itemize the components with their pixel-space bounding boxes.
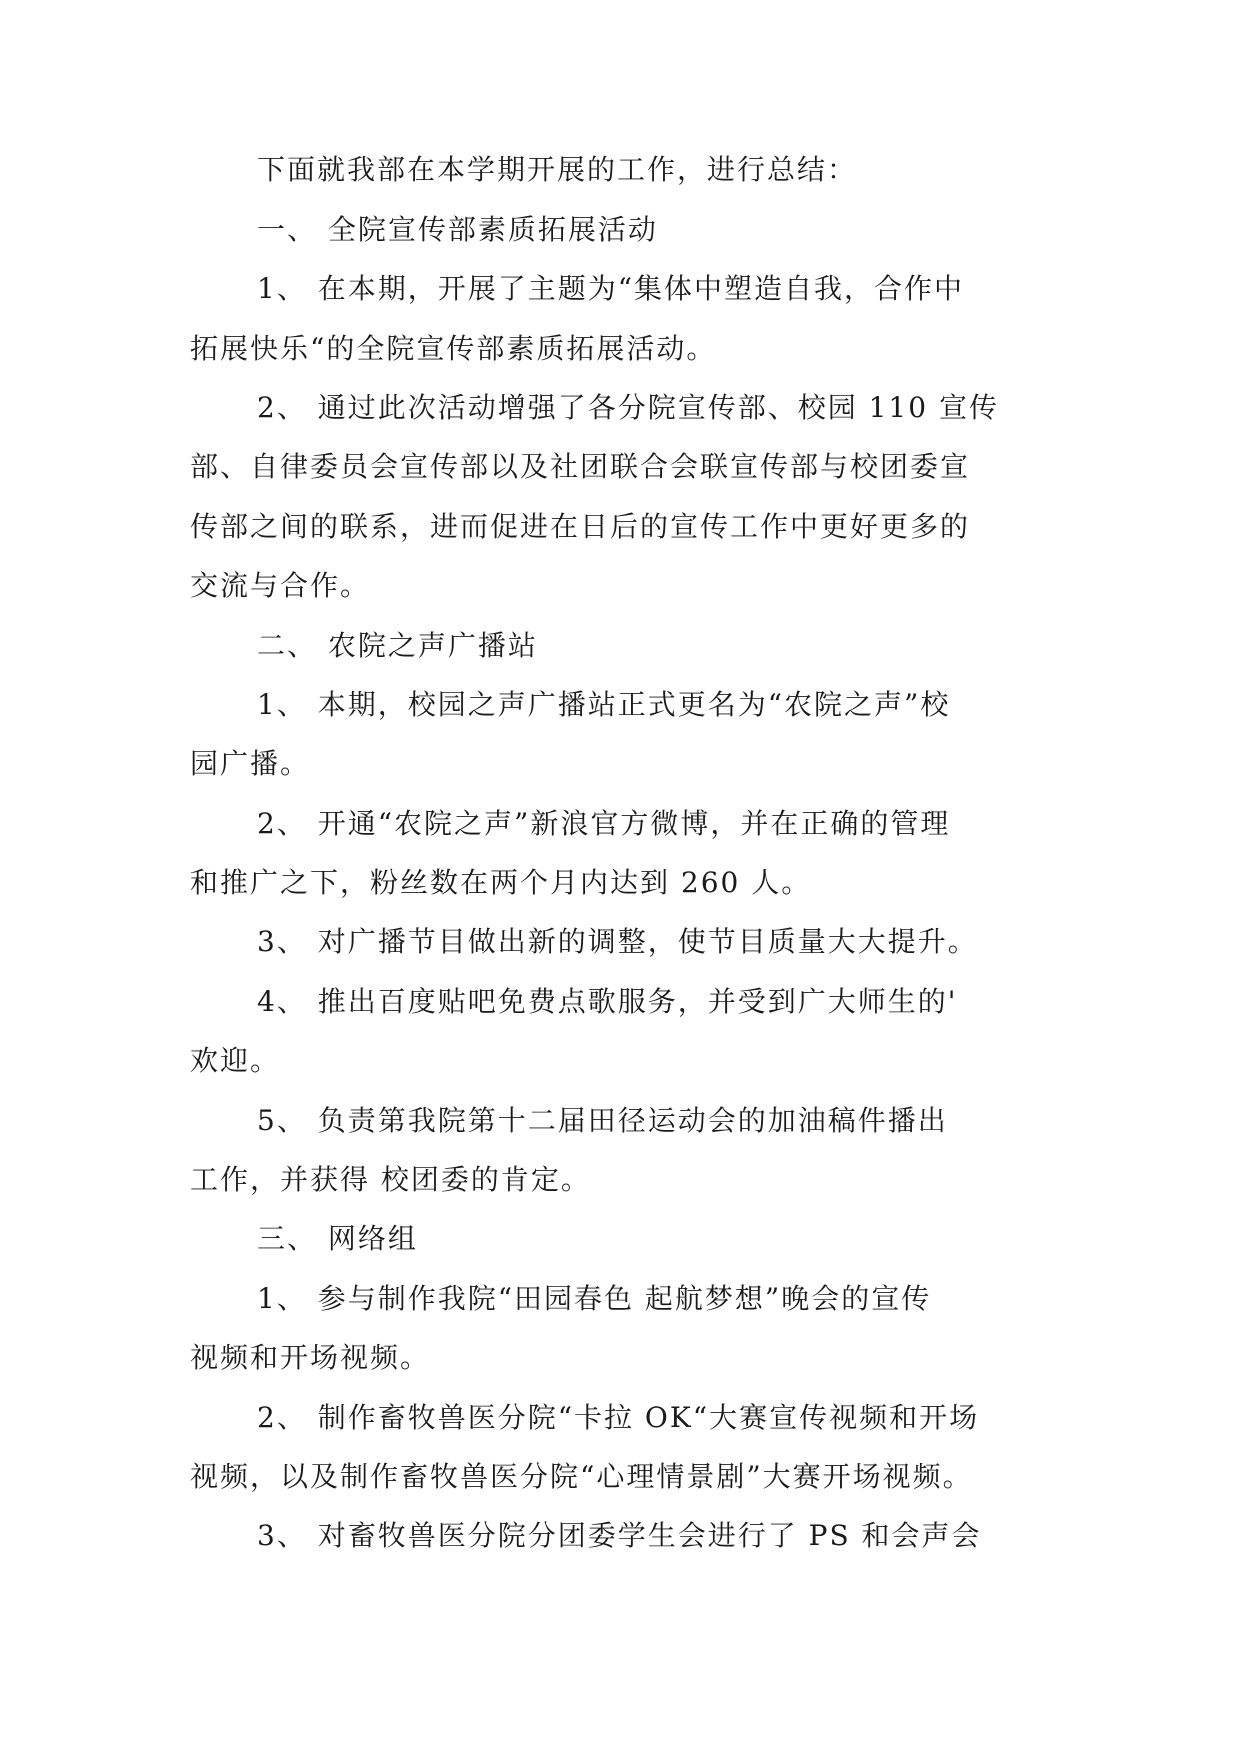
paragraph-line: 交流与合作。 <box>190 569 371 602</box>
paragraph-line: 2、 通过此次活动增强了各分院宣传部、校园 110 宣传 <box>257 391 999 424</box>
paragraph-line: 传部之间的联系，进而促进在日后的宣传工作中更好更多的 <box>190 510 971 543</box>
section-heading-2: 二、 农院之声广播站 <box>257 629 538 662</box>
paragraph-line: 拓展快乐“的全院宣传部素质拓展活动。 <box>190 332 717 365</box>
section-heading-1: 一、 全院宣传部素质拓展活动 <box>257 213 658 246</box>
paragraph-line: 欢迎。 <box>190 1044 281 1077</box>
paragraph-line: 视频和开场视频。 <box>190 1341 431 1374</box>
paragraph-line: 4、 推出百度贴吧免费点歌服务，并受到广大师生的' <box>257 985 958 1018</box>
paragraph-line: 园广播。 <box>190 747 311 780</box>
paragraph-line: 5、 负责第我院第十二届田径运动会的加油稿件播出 <box>257 1104 948 1137</box>
paragraph-line: 部、自律委员会宣传部以及社团联合会联宣传部与校团委宣 <box>190 450 971 483</box>
paragraph-line: 3、 对畜牧兽医分院分团委学生会进行了 PS 和会声会 <box>257 1519 982 1552</box>
paragraph-line: 1、 在本期，开展了主题为“集体中塑造自我，合作中 <box>257 272 965 305</box>
paragraph-line: 3、 对广播节目做出新的调整，使节目质量大大提升。 <box>257 925 978 958</box>
intro-line: 下面就我部在本学期开展的工作，进行总结： <box>257 153 858 186</box>
paragraph-line: 视频，以及制作畜牧兽医分院“心理情景剧”大赛开场视频。 <box>190 1460 973 1493</box>
paragraph-line: 1、 本期，校园之声广播站正式更名为“农院之声”校 <box>257 688 951 721</box>
paragraph-line: 工作，并获得 校团委的肯定。 <box>190 1163 591 1196</box>
section-heading-3: 三、 网络组 <box>257 1222 418 1255</box>
paragraph-line: 1、 参与制作我院“田园春色 起航梦想”晚会的宣传 <box>257 1282 932 1315</box>
paragraph-line: 2、 制作畜牧兽医分院“卡拉 OK“大赛宣传视频和开场 <box>257 1401 980 1434</box>
paragraph-line: 2、 开通“农院之声”新浪官方微博，并在正确的管理 <box>257 807 951 840</box>
paragraph-line: 和推广之下，粉丝数在两个月内达到 260 人。 <box>190 866 812 899</box>
